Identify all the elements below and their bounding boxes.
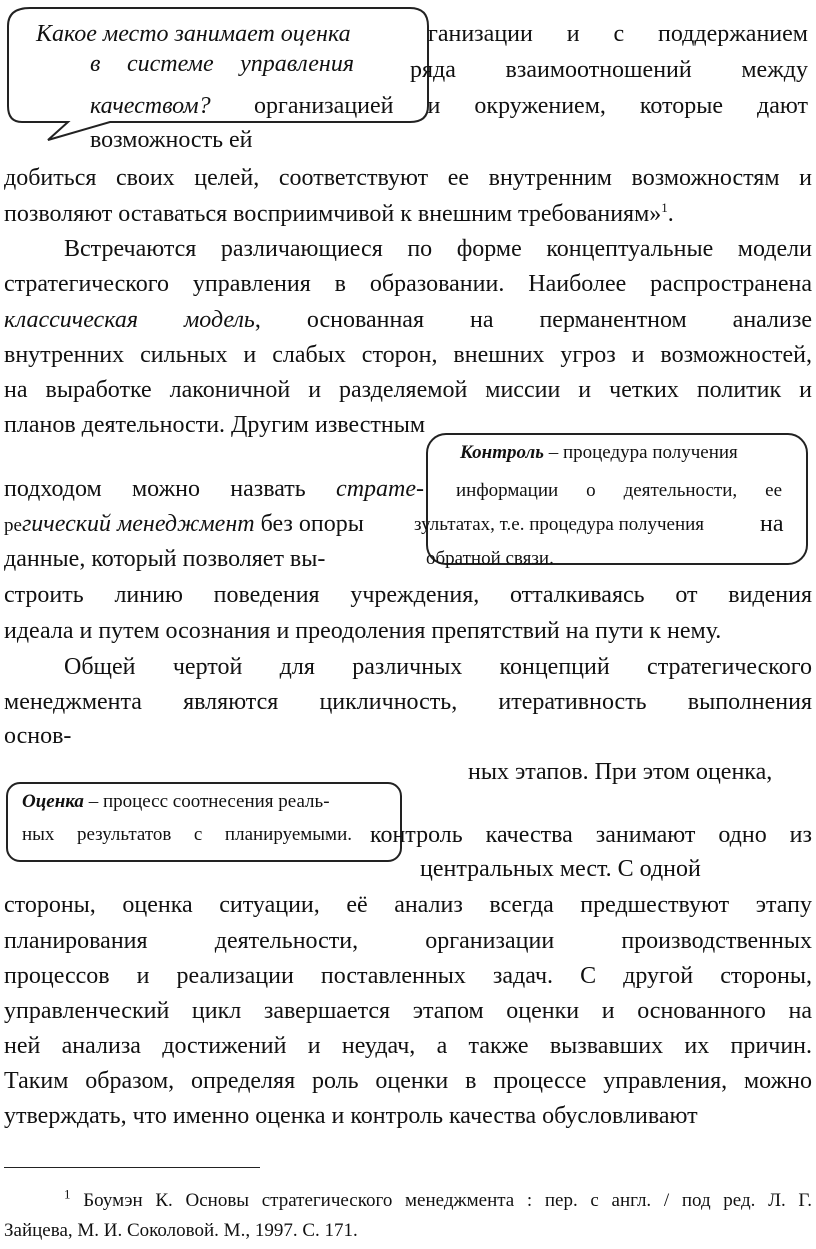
text-line: стратегического управления в образовании. Наиболее распространена: [4, 271, 812, 297]
text-line: на выработке лаконичной и разделяемой миссии и четких политик и: [4, 377, 812, 403]
text-line: организацией и окружением, которые дают: [254, 93, 808, 119]
footnote-line: $^1$ Боумэн К. Основы стратегического менеджмента : пер. с англ. / под ред. Л. Г.: [64, 1186, 812, 1211]
text-line: строить линию поведения учреждения, отталкиваясь от видения: [4, 582, 812, 608]
callout-question-line-3: качеством?: [90, 93, 211, 119]
text-line: управленческий цикл завершается этапом оценки и основанного на: [4, 998, 812, 1024]
text-line: стороны, оценка ситуации, её анализ всегда предшествуют этапу: [4, 892, 812, 918]
paragraph-first-line: Общей чертой для различных концепций стратегического: [64, 654, 812, 680]
footnote-line: Зайцева, М. И. Соколовой. М., 1997. С. 171.: [4, 1220, 358, 1241]
footnote-separator: [4, 1167, 260, 1168]
text-line: позволяют оставаться восприимчивой к внешним требованиям»$^1$.: [4, 200, 674, 227]
emphasis-term: страте: [336, 476, 417, 502]
footnote-mark: 1: [64, 1186, 71, 1202]
text-line: процессов и реализации поставленных задач. С другой стороны,: [4, 963, 812, 989]
callout-question-line-2: в системе управления: [90, 51, 354, 77]
text-line: ных этапов. При этом оценка,: [468, 759, 773, 785]
text-line: планов деятельности. Другим известным: [4, 412, 426, 438]
emphasis-term: гический менеджмент: [21, 511, 255, 537]
footnote-reference: 1: [661, 200, 668, 215]
text-line: контроль качества занимают одно из: [370, 822, 812, 848]
text-line: основ-: [4, 723, 72, 749]
text-line: центральных мест. С одной: [420, 856, 701, 882]
text-line: данные, который позволяет вы-: [4, 546, 326, 572]
text-line: ряда взаимоотношений между: [410, 57, 808, 83]
text-line: подходом можно назвать: [4, 476, 306, 502]
text-line: добиться своих целей, соответствуют ее внутренним возможностям и: [4, 165, 812, 191]
callout-term-evaluation: Оценка: [22, 791, 84, 812]
callout-term-control: Контроль: [460, 442, 544, 463]
text-line: классическая модель, основанная на перманентном анализе: [4, 307, 812, 333]
text-line: менеджмента являются цикличность, итеративность выполнения: [4, 689, 812, 715]
text-line: ганизации и с поддержанием: [428, 21, 808, 47]
callout-text-line: обратной связи.: [426, 548, 554, 569]
callout-text-line: зультатах, т.е. процедура получения: [414, 514, 705, 535]
text-line: планирования деятельности, организации производственных: [4, 928, 812, 954]
text-line: внутренних сильных и слабых сторон, внешних угроз и возможностей,: [4, 342, 812, 368]
callout-text-line: ных результатов с планируемыми.: [22, 824, 352, 845]
emphasis-term: классическая модель: [4, 307, 255, 333]
text-line: на: [760, 511, 784, 537]
callout-question-line-1: Какое место занимает оценка: [36, 21, 351, 47]
text-line: возможность ей: [90, 127, 253, 153]
text-line: Таким образом, определяя роль оценки в процессе управления, можно: [4, 1068, 812, 1094]
text-line: утверждать, что именно оценка и контроль качества обусловливают: [4, 1103, 698, 1129]
text-line: ней анализа достижений и неудач, а также вызвавших их причин.: [4, 1033, 812, 1059]
paragraph-first-line: Встречаются различающиеся по форме концептуальные модели: [64, 236, 812, 262]
text-line: идеала и путем осознания и преодоления препятствий на пути к нему.: [4, 618, 722, 644]
callout-text-line: информации о деятельности, ее: [456, 480, 782, 501]
